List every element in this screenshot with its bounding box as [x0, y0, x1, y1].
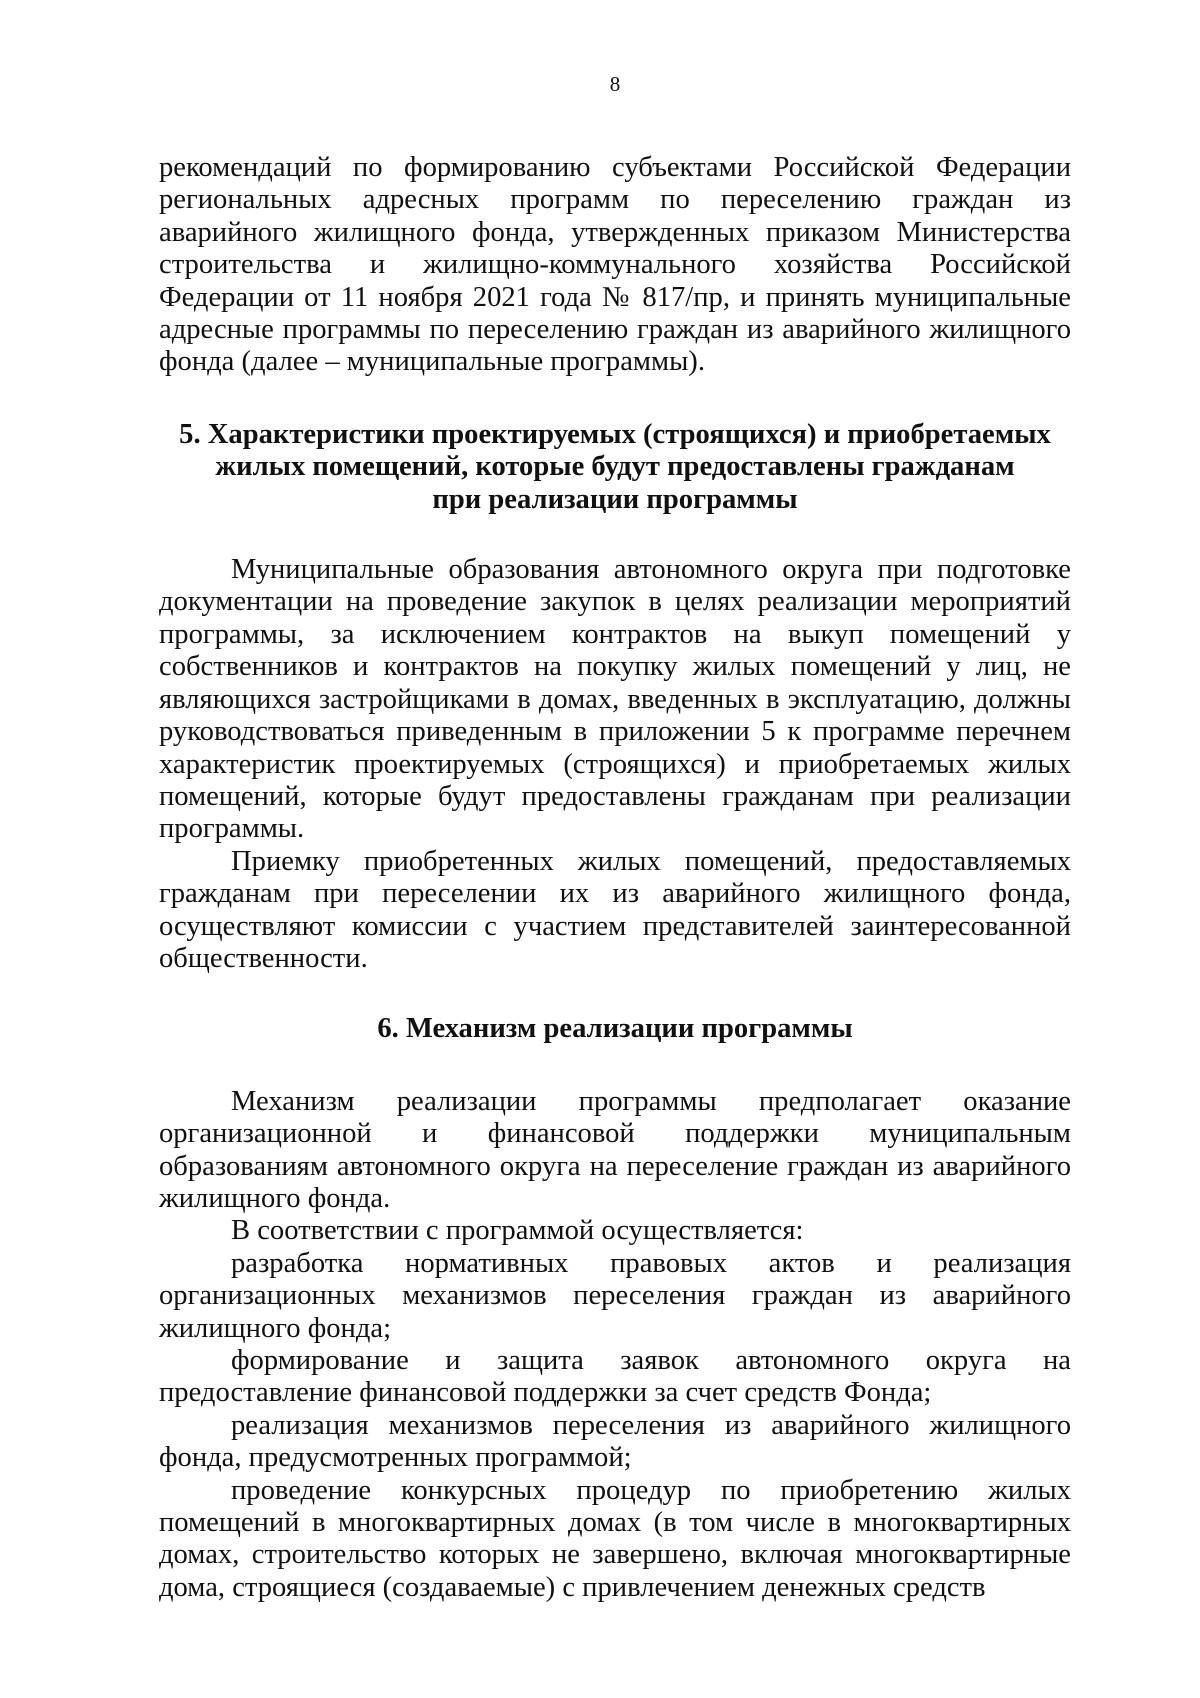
section-5-heading-line: при реализации программы	[432, 483, 798, 515]
page-number: 8	[609, 72, 621, 96]
section-5-heading-line: жилых помещений, которые будут предоставлены гражданам	[215, 451, 1015, 483]
intro-paragraph: рекомендаций по формированию субъектами Российской Федерации региональных адресных программ по переселению граждан из аварийного жилищного фонда, утвержденных приказом Министерства строительства и жилищно-коммунального хозяйства Российской Федерации от 11 ноября 2021 года № 817/пр, и принять муниципальные адресные программы по переселению граждан из аварийного жилищного фонда (далее – муниципальные программы).	[159, 152, 1071, 378]
section-6-list-item: разработка нормативных правовых актов и реализация организационных механизмов переселения граждан из аварийного жилищного фонда;	[159, 1247, 1071, 1344]
section-5-paragraph: Приемку приобретенных жилых помещений, предоставляемых гражданам при переселении их из аварийного жилищного фонда, осуществляют комиссии с участием представителей заинтересованной общественности.	[159, 845, 1071, 974]
section-6-paragraph: Механизм реализации программы предполагает оказание организационной и финансовой поддержки муниципальным образованиям автономного округа на переселение граждан из аварийного жилищного фонда.	[159, 1085, 1071, 1214]
section-5-heading	[159, 419, 1071, 516]
section-6-list-item: формирование и защита заявок автономного округа на предоставление финансовой поддержки за счет средств Фонда;	[159, 1345, 1071, 1409]
section-6-heading: 6. Механизм реализации программы	[377, 1013, 853, 1045]
section-6-list-item: реализация механизмов переселения из аварийного жилищного фонда, предусмотренных программой;	[159, 1409, 1071, 1474]
section-6-list-item: проведение конкурсных процедур по приобретению жилых помещений в многоквартирных домах (в том числе в многоквартирных домах, строительство которых не завершено, включая многоквартирные дома, строящиеся (создаваемые) с привлечением денежных средств	[159, 1474, 1071, 1603]
section-5-heading-line: 5. Характеристики проектируемых (строящихся) и приобретаемых	[179, 418, 1051, 450]
page-content	[159, 152, 1071, 1604]
section-6-paragraph: В соответствии с программой осуществляется:	[231, 1215, 804, 1247]
section-5-paragraph: Муниципальные образования автономного округа при подготовке документации на проведение закупок в целях реализации мероприятий программы, за исключением контрактов на выкуп помещений у собственников и контрактов на покупку жилых помещений у лиц, не являющихся застройщиками в домах, введенных в эксплуатацию, должны руководствоваться приведенным в приложении 5 к программе перечнем характеристик проектируемых (строящихся) и приобретаемых жилых помещений, которые будут предоставлены гражданам при реализации программы.	[159, 554, 1071, 845]
